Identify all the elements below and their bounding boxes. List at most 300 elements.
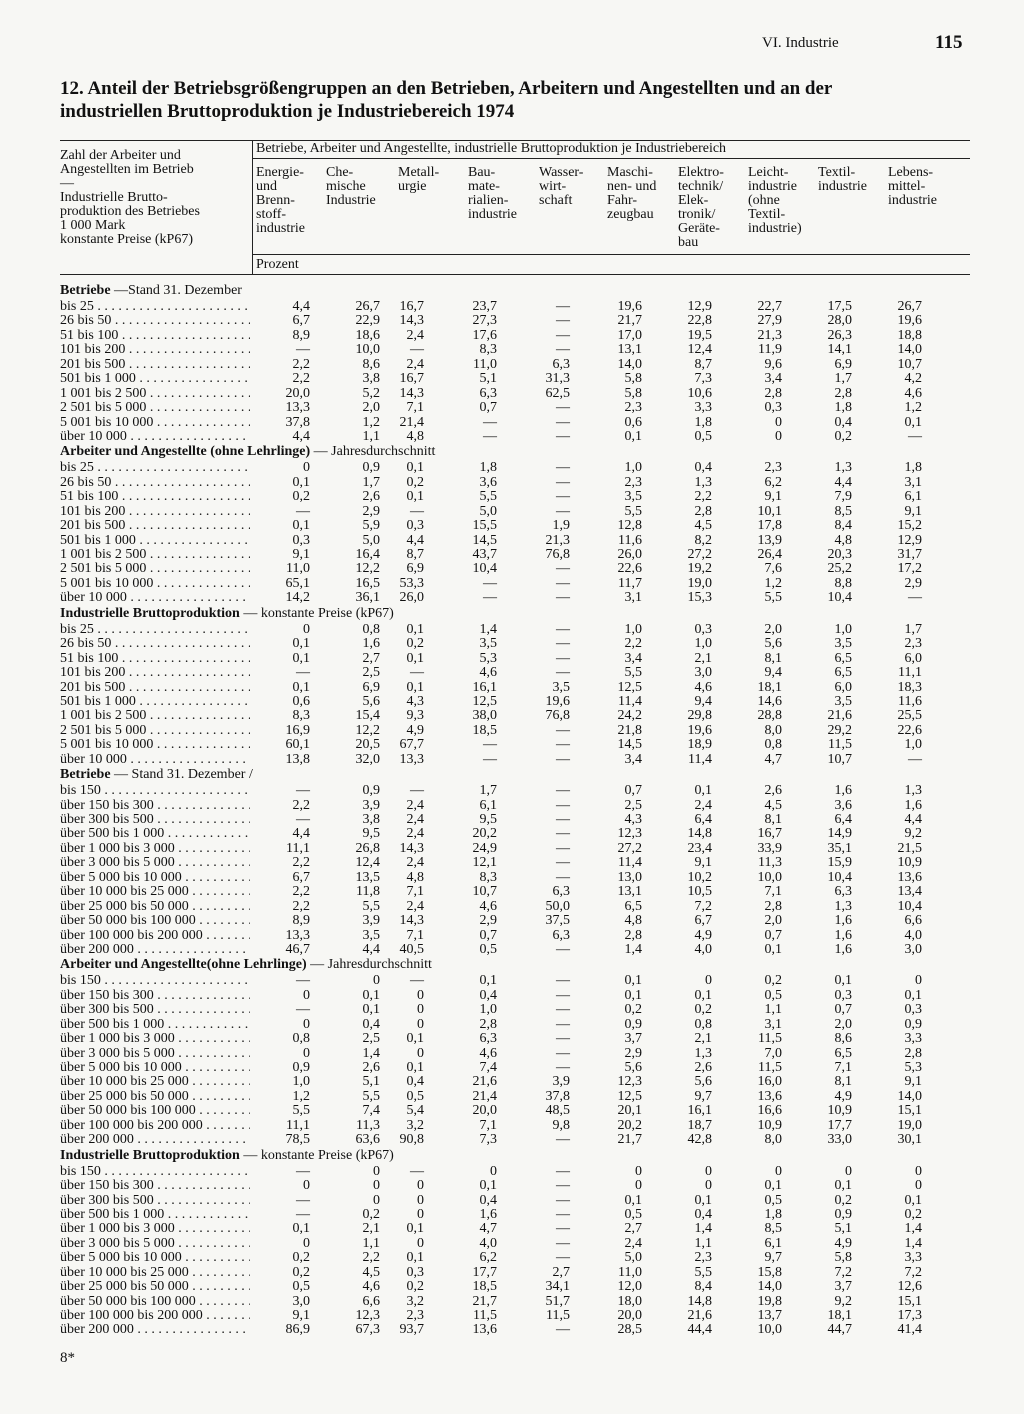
table-row xyxy=(60,430,970,444)
table-cell: 5,6 xyxy=(764,636,782,652)
table-cell: 2,9 xyxy=(624,1045,642,1061)
table-cell: 0,1 xyxy=(624,973,642,989)
table-cell: 5,5 xyxy=(362,898,380,914)
table-cell: 12,8 xyxy=(617,518,642,534)
table-cell: — xyxy=(483,590,497,606)
table-cell: 2,7 xyxy=(362,650,380,666)
table-cell: 19,2 xyxy=(687,561,712,577)
table-cell: 3,6 xyxy=(834,797,852,813)
table-cell: 0,1 xyxy=(624,987,642,1003)
table-cell: 4,7 xyxy=(764,751,782,767)
table-cell: 6,9 xyxy=(406,561,424,577)
row-label: über 300 bis 500 . . . xyxy=(60,813,250,827)
table-cell: 0,2 xyxy=(406,474,424,490)
table-cell: 10,0 xyxy=(757,1322,782,1338)
section-subtitle: — konstante Preise (kP67) xyxy=(243,605,394,621)
row-label: über 3 000 bis 5 000 . . . xyxy=(60,856,250,870)
table-cell: 21,4 xyxy=(399,414,424,430)
table-cell: 17,8 xyxy=(757,518,782,534)
row-label: über 5 000 bis 10 000 . . . xyxy=(60,871,250,885)
table-row xyxy=(60,637,970,651)
row-label: über 200 000 . . . xyxy=(60,943,250,957)
table-cell: 3,5 xyxy=(362,927,380,943)
table-cell: 3,5 xyxy=(834,636,852,652)
table-cell: 4,5 xyxy=(694,518,712,534)
table-cell: 1,0 xyxy=(834,621,852,637)
table-cell: 0,2 xyxy=(694,1002,712,1018)
row-label: 1 001 bis 2 500 . . . xyxy=(60,387,250,401)
table-cell: 19,0 xyxy=(687,575,712,591)
table-cell: 2,7 xyxy=(552,1264,570,1280)
table-cell: — xyxy=(908,428,922,444)
table-cell: 5,5 xyxy=(479,489,497,505)
table-cell: 2,4 xyxy=(406,812,424,827)
table-cell: — xyxy=(556,812,570,827)
table-cell: 2,1 xyxy=(694,650,712,666)
table-cell: 7,3 xyxy=(694,371,712,387)
table-cell: 7,1 xyxy=(406,927,424,943)
table-cell: 1,6 xyxy=(834,783,852,799)
row-label: bis 25 . . . xyxy=(60,623,250,637)
table-cell: 8,5 xyxy=(834,503,852,519)
table-cell: 0,7 xyxy=(834,1002,852,1018)
table-cell: 5,8 xyxy=(624,371,642,387)
table-cell: 0,1 xyxy=(904,1192,922,1208)
table-cell: 22,7 xyxy=(757,299,782,314)
table-cell: 11,8 xyxy=(356,884,380,900)
table-cell: 1,6 xyxy=(834,927,852,943)
table-cell: 12,2 xyxy=(355,722,380,738)
table-cell: — xyxy=(296,665,310,681)
table-cell: 1,7 xyxy=(362,474,380,490)
table-cell: 11,1 xyxy=(898,665,922,681)
table-cell: 2,5 xyxy=(624,797,642,813)
table-cell: 18,1 xyxy=(757,679,782,695)
table-row xyxy=(60,1309,970,1323)
table-cell: 14,8 xyxy=(687,1293,712,1309)
table-cell: 26,7 xyxy=(897,299,922,314)
table-cell: 10,2 xyxy=(687,869,712,885)
table-cell: 18,8 xyxy=(897,327,922,343)
table-cell: 0,1 xyxy=(904,414,922,430)
table-cell: 6,3 xyxy=(834,884,852,900)
table-cell: 0 xyxy=(417,1206,424,1222)
column-header-textilindustrie: Textil- industrie xyxy=(818,165,867,194)
table-cell: 6,6 xyxy=(904,913,922,929)
table-cell: — xyxy=(556,1250,570,1266)
table-cell: 62,5 xyxy=(545,385,570,401)
table-cell: 0 xyxy=(635,1163,642,1179)
table-cell: 0,1 xyxy=(406,1250,424,1266)
table-cell: 1,4 xyxy=(904,1221,922,1237)
table-cell: 11,0 xyxy=(618,1264,642,1280)
table-cell: 0,3 xyxy=(764,400,782,416)
table-cell: 6,7 xyxy=(292,869,310,885)
table-cell: 1,8 xyxy=(834,400,852,416)
table-cell: 4,0 xyxy=(694,941,712,957)
table-cell: 4,0 xyxy=(479,1235,497,1251)
table-cell: 10,9 xyxy=(827,1103,852,1119)
table-cell: 0,1 xyxy=(764,1178,782,1194)
table-cell: 11,0 xyxy=(473,356,497,372)
table-cell: 7,4 xyxy=(479,1060,497,1075)
table-cell: 3,2 xyxy=(406,1117,424,1133)
table-cell: 12,2 xyxy=(355,561,380,577)
table-cell: 4,4 xyxy=(904,812,922,827)
table-cell: 20,0 xyxy=(472,1103,497,1119)
table-cell: 10,6 xyxy=(687,385,712,401)
table-row xyxy=(60,1295,970,1309)
table-cell: 29,8 xyxy=(687,708,712,724)
table-cell: 0,2 xyxy=(624,1002,642,1018)
table-cell: 18,7 xyxy=(687,1117,712,1133)
section-subtitle: — Jahresdurchschnitt xyxy=(310,957,432,973)
row-label: über 25 000 bis 50 000 . . . xyxy=(60,1280,250,1294)
table-cell: 0,6 xyxy=(624,414,642,430)
table-cell: 9,2 xyxy=(834,1293,852,1309)
table-cell: 12,0 xyxy=(617,1279,642,1295)
section-title: Industrielle Bruttoproduktion xyxy=(60,605,240,621)
table-cell: 14,3 xyxy=(399,385,424,401)
table-row xyxy=(60,885,970,899)
table-cell: 0,1 xyxy=(362,987,380,1003)
column-header-lebensmittel: Lebens- mittel- industrie xyxy=(888,165,937,208)
table-cell: 31,3 xyxy=(545,371,570,387)
table-cell: 0 xyxy=(417,987,424,1003)
row-label: über 200 000 . . . xyxy=(60,1133,250,1147)
table-cell: — xyxy=(296,1002,310,1018)
table-cell: 6,7 xyxy=(292,313,310,329)
table-cell: 4,8 xyxy=(624,913,642,929)
table-row xyxy=(60,343,970,357)
table-cell: 0,4 xyxy=(479,1192,497,1208)
table-cell: 5,6 xyxy=(362,693,380,709)
row-label: über 150 bis 300 . . . xyxy=(60,989,250,1003)
table-cell: 5,5 xyxy=(624,665,642,681)
table-cell: 14,0 xyxy=(897,1088,922,1104)
column-header-wasserwirtschaft: Wasser- wirt- schaft xyxy=(539,165,584,208)
table-cell: 15,1 xyxy=(897,1293,922,1309)
table-cell: 8,3 xyxy=(479,869,497,885)
table-cell: 0,5 xyxy=(694,428,712,444)
table-cell: 6,5 xyxy=(834,665,852,681)
table-cell: 10,4 xyxy=(472,561,497,577)
table-cell: 20,1 xyxy=(617,1103,642,1119)
table-cell: 17,7 xyxy=(827,1117,852,1133)
table-row xyxy=(60,1208,970,1222)
row-label: über 500 bis 1 000 . . . xyxy=(60,1018,250,1032)
table-cell: 46,7 xyxy=(285,941,310,957)
table-cell: 0,4 xyxy=(479,987,497,1003)
table-cell: 33,0 xyxy=(827,1132,852,1148)
table-row xyxy=(60,1032,970,1046)
table-cell: 0,4 xyxy=(694,1206,712,1222)
table-cell: 9,4 xyxy=(694,693,712,709)
table-cell: 38,0 xyxy=(472,708,497,724)
table-cell: 2,6 xyxy=(764,783,782,799)
table-cell: 18,9 xyxy=(687,737,712,753)
table-cell: 2,9 xyxy=(904,575,922,591)
table-cell: 13,8 xyxy=(285,751,310,767)
table-cell: 27,3 xyxy=(472,313,497,329)
table-cell: 0,4 xyxy=(834,414,852,430)
table-cell: 11,5 xyxy=(828,737,852,753)
table-cell: — xyxy=(556,869,570,885)
table-title: 12. Anteil der Betriebsgrößengruppen an den Betrieben, Arbeitern und Angestellten und an der industriellen Bruttoproduktion je Industriebereich 1974 xyxy=(60,78,833,122)
table-cell: 20,2 xyxy=(472,826,497,842)
table-cell: 2,4 xyxy=(406,826,424,842)
section-title: Betriebe xyxy=(60,283,111,298)
table-cell: 14,3 xyxy=(399,313,424,329)
table-cell: 0,8 xyxy=(292,1031,310,1047)
table-cell: 3,4 xyxy=(624,751,642,767)
table-cell: 7,2 xyxy=(904,1264,922,1280)
table-cell: 8,6 xyxy=(834,1031,852,1047)
table-cell: 4,4 xyxy=(292,428,310,444)
table-cell: 4,8 xyxy=(406,428,424,444)
table-cell: 19,6 xyxy=(897,313,922,329)
table-cell: 15,1 xyxy=(897,1103,922,1119)
row-label: 501 bis 1 000 . . . xyxy=(60,695,250,709)
table-cell: — xyxy=(556,1178,570,1194)
table-cell: 3,8 xyxy=(362,371,380,387)
table-cell: 8,3 xyxy=(479,342,497,358)
table-cell: 29,2 xyxy=(827,722,852,738)
table-cell: 3,6 xyxy=(479,474,497,490)
table-cell: 0 xyxy=(490,1163,497,1179)
table-cell: 0,1 xyxy=(406,1221,424,1237)
table-cell: — xyxy=(556,428,570,444)
table-cell: 0,1 xyxy=(624,1192,642,1208)
table-cell: 20,2 xyxy=(617,1117,642,1133)
table-cell: 0,5 xyxy=(624,1206,642,1222)
table-cell: 11,5 xyxy=(758,1031,782,1047)
table-cell: 6,4 xyxy=(694,812,712,827)
table-cell: 63,6 xyxy=(355,1132,380,1148)
row-label: über 5 000 bis 10 000 . . . xyxy=(60,1251,250,1265)
table-cell: 2,4 xyxy=(406,356,424,372)
row-label: 5 001 bis 10 000 . . . xyxy=(60,738,250,752)
table-cell: — xyxy=(556,1221,570,1237)
table-cell: 2,4 xyxy=(694,797,712,813)
table-cell: 5,0 xyxy=(362,532,380,548)
row-label: über 50 000 bis 100 000 . . . xyxy=(60,1104,250,1118)
table-cell: 37,5 xyxy=(545,913,570,929)
table-cell: 1,3 xyxy=(694,1045,712,1061)
table-cell: 0,7 xyxy=(479,927,497,943)
column-header-leichtindustrie: Leicht- industrie (ohne Textil- industrie) xyxy=(748,165,802,236)
table-cell: 0,3 xyxy=(406,1264,424,1280)
table-body xyxy=(60,283,970,1338)
table-cell: 15,5 xyxy=(472,518,497,534)
row-label: 1 001 bis 2 500 . . . xyxy=(60,709,250,723)
table-cell: 6,1 xyxy=(904,489,922,505)
table-cell: 3,0 xyxy=(694,665,712,681)
table-cell: 11,1 xyxy=(286,840,310,856)
table-cell: 4,3 xyxy=(624,812,642,827)
table-cell: — xyxy=(556,414,570,430)
table-cell: 3,3 xyxy=(694,400,712,416)
table-cell: 1,6 xyxy=(479,1206,497,1222)
table-cell: 0,5 xyxy=(292,1279,310,1295)
table-cell: 10,4 xyxy=(897,898,922,914)
table-cell: 5,4 xyxy=(406,1103,424,1119)
table-cell: — xyxy=(556,460,570,476)
table-cell: 0,1 xyxy=(292,474,310,490)
footer-signature: 8* xyxy=(60,1350,75,1366)
table-cell: — xyxy=(410,503,424,519)
row-label: 5 001 bis 10 000 . . . xyxy=(60,577,250,591)
table-row xyxy=(60,1018,970,1032)
table-cell: 16,7 xyxy=(757,826,782,842)
table-cell: 2,2 xyxy=(694,489,712,505)
table-cell: 43,7 xyxy=(472,547,497,562)
table-cell: 7,0 xyxy=(764,1045,782,1061)
table-cell: 21,6 xyxy=(827,708,852,724)
table-cell: 25,5 xyxy=(897,708,922,724)
table-cell: 3,5 xyxy=(552,679,570,695)
table-cell: 5,8 xyxy=(624,385,642,401)
table-cell: 3,5 xyxy=(834,693,852,709)
table-cell: 16,7 xyxy=(399,371,424,387)
table-cell: 0,9 xyxy=(834,1206,852,1222)
table-cell: 3,8 xyxy=(362,812,380,827)
table-cell: 6,0 xyxy=(904,650,922,666)
table-cell: 12,4 xyxy=(687,342,712,358)
table-cell: 8,2 xyxy=(694,532,712,548)
table-cell: — xyxy=(556,973,570,989)
table-cell: 4,4 xyxy=(834,474,852,490)
table-cell: 11,7 xyxy=(618,575,642,591)
table-cell: 0 xyxy=(373,1163,380,1179)
row-label: über 10 000 bis 25 000 . . . xyxy=(60,1075,250,1089)
table-cell: 17,0 xyxy=(617,327,642,343)
table-cell: 1,8 xyxy=(764,1206,782,1222)
table-cell: 26,0 xyxy=(617,547,642,562)
table-cell: 0,4 xyxy=(406,1074,424,1090)
table-cell: 24,2 xyxy=(617,708,642,724)
table-cell: 6,5 xyxy=(624,898,642,914)
table-cell: 36,1 xyxy=(355,590,380,606)
table-cell: 2,0 xyxy=(764,621,782,637)
table-cell: 10,4 xyxy=(827,590,852,606)
table-cell: 4,4 xyxy=(406,532,424,548)
table-cell: 21,3 xyxy=(757,327,782,343)
row-label: 26 bis 50 . . . xyxy=(60,637,250,651)
table-cell: 26,3 xyxy=(827,327,852,343)
table-cell: 1,8 xyxy=(479,460,497,476)
table-cell: — xyxy=(410,1163,424,1179)
table-cell: — xyxy=(483,414,497,430)
table-cell: 2,2 xyxy=(292,356,310,372)
table-cell: 3,1 xyxy=(904,474,922,490)
table-cell: 8,7 xyxy=(694,356,712,372)
table-cell: 4,6 xyxy=(479,1045,497,1061)
table-cell: 11,5 xyxy=(758,1060,782,1075)
table-cell: 4,4 xyxy=(292,299,310,314)
table-cell: 0 xyxy=(303,987,310,1003)
table-cell: 2,1 xyxy=(694,1031,712,1047)
table-cell: 11,5 xyxy=(473,1308,497,1323)
section-heading xyxy=(60,957,970,974)
table-cell: 3,2 xyxy=(406,1293,424,1309)
table-cell: 1,0 xyxy=(292,1074,310,1090)
table-cell: 0 xyxy=(303,1235,310,1251)
table-cell: 9,1 xyxy=(292,547,310,562)
table-cell: 20,5 xyxy=(355,737,380,753)
table-cell: 2,5 xyxy=(362,1031,380,1047)
table-cell: 0,5 xyxy=(406,1088,424,1104)
table-cell: 1,3 xyxy=(694,474,712,490)
table-cell: — xyxy=(556,737,570,753)
table-cell: 0 xyxy=(417,1178,424,1194)
table-cell: — xyxy=(483,575,497,591)
table-cell: 1,8 xyxy=(904,460,922,476)
table-cell: 0,9 xyxy=(362,460,380,476)
column-header-maschinenbau: Maschi- nen- und Fahr- zeugbau xyxy=(607,165,657,222)
table-cell: — xyxy=(410,342,424,358)
section-title: VI. Industrie xyxy=(762,35,839,51)
table-cell: 6,1 xyxy=(479,797,497,813)
table-cell: 27,2 xyxy=(617,840,642,856)
table-row xyxy=(60,827,970,841)
table-cell: — xyxy=(908,590,922,606)
table-cell: 2,3 xyxy=(406,1308,424,1323)
table-cell: — xyxy=(556,636,570,652)
table-cell: 11,5 xyxy=(546,1308,570,1323)
table-cell: 10,0 xyxy=(355,342,380,358)
section-title: Arbeiter und Angestellte (ohne Lehrlinge) xyxy=(60,444,311,460)
table-row xyxy=(60,1047,970,1061)
table-cell: — xyxy=(296,1206,310,1222)
table-row xyxy=(60,1003,970,1017)
table-row xyxy=(60,842,970,856)
table-cell: 12,3 xyxy=(617,1074,642,1090)
table-cell: 8,0 xyxy=(764,1132,782,1148)
table-cell: 17,5 xyxy=(827,299,852,314)
table-cell: 0,1 xyxy=(904,987,922,1003)
table-cell: 6,3 xyxy=(479,1031,497,1047)
table-row xyxy=(60,1280,970,1294)
table-cell: 0,1 xyxy=(406,1060,424,1075)
table-cell: 0 xyxy=(303,1178,310,1194)
table-cell: 0,2 xyxy=(764,973,782,989)
table-cell: 16,6 xyxy=(757,1103,782,1119)
row-label: 101 bis 200 . . . xyxy=(60,666,250,680)
table-row xyxy=(60,1165,970,1179)
table-cell: 5,5 xyxy=(362,1088,380,1104)
table-cell: 40,5 xyxy=(399,941,424,957)
table-cell: 3,5 xyxy=(624,489,642,505)
table-row xyxy=(60,1237,970,1251)
section-heading xyxy=(60,767,970,784)
table-cell: 8,6 xyxy=(362,356,380,372)
table-cell: 93,7 xyxy=(399,1322,424,1338)
table-cell: 6,9 xyxy=(362,679,380,695)
table-cell: 7,6 xyxy=(764,561,782,577)
row-label: über 25 000 bis 50 000 . . . xyxy=(60,1090,250,1104)
table-cell: 0,1 xyxy=(834,973,852,989)
table-cell: 4,6 xyxy=(479,665,497,681)
table-cell: 48,5 xyxy=(545,1103,570,1119)
table-cell: 21,7 xyxy=(472,1293,497,1309)
table-cell: 4,2 xyxy=(904,371,922,387)
table-cell: 0 xyxy=(705,973,712,989)
table-cell: 13,1 xyxy=(617,342,642,358)
table-cell: 21,6 xyxy=(472,1074,497,1090)
table-cell: 5,5 xyxy=(292,1103,310,1119)
table-row xyxy=(60,300,970,314)
